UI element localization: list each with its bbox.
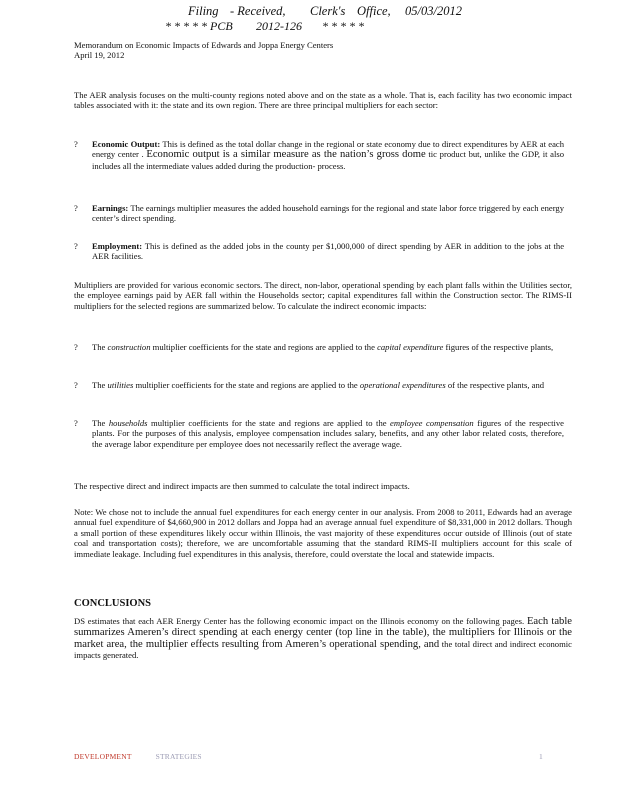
bullet-text: tic product but, unlike the GDP, it also includes all the intermediate values added during the production- process. [92,149,564,171]
bullet-term: Earnings: [92,203,129,213]
page-number: 1 [539,752,543,761]
step-text: The [92,380,106,390]
step-text: figures of the respective plants. For the purposes of this analysis, employee compensation includes salary, benefits, and any other labor related costs, therefore, the average labor expenditure per employee does not necessarily reflect the average wage. [92,418,564,449]
step-term: capital expenditure [377,342,444,352]
stamp-date: 05/03/2012 [405,4,462,18]
step-text: and [531,380,545,390]
conclusions-text: the total direct and indirect economic impacts generated. [74,638,572,661]
step-text: The [92,418,106,428]
footer-brand [74,752,202,761]
bullet-mark: ? [74,241,78,251]
step-text: The [92,342,106,352]
step-term: households [108,418,148,428]
conclusions-paragraph [74,616,572,662]
stamp-word: Office, [357,4,391,18]
conclusions-text: DS estimates that each AER Energy Center has the following economic impact on the Illinois economy on the following pages. [74,616,525,626]
footer-brand-word1: DEVELOPMENT [74,752,132,761]
bullet-mark: ? [74,380,78,390]
memo-date: April 19, 2012 [74,50,125,61]
conclusions-text-large: Each table summarizes Ameren’s direct spending at each energy center (top line in the table), the multipliers for Illinois or the market area, the multiplier effects resulting from Ameren’s operational spending, and [74,616,572,650]
bullet-mark: ? [74,203,78,213]
stamp-word: Filing [188,4,219,18]
summed-paragraph: The respective direct and indirect impacts are then summed to calculate the total indirect impacts. [74,481,410,491]
stamp-word: * * * * * [322,19,364,33]
bullet-text: This is defined as the added jobs in the county per $1,000,000 of direct spending by AER in addition to the jobs at the AER facilities. [92,241,565,262]
step-term: employee compensation [390,418,474,428]
bullet-term: Employment: [92,241,143,251]
stamp-case-number: 2012-126 [256,19,302,33]
stamp-word: Clerk's [310,4,346,18]
bullet-mark: ? [74,139,78,149]
memo-header [74,40,572,61]
step-text: of the respective plants, [447,380,530,390]
memo-title: Memorandum on Economic Impacts of Edwards and Joppa Energy Centers [74,40,334,50]
bullet-text: The earnings multiplier measures the added household earnings for the regional and state labor force triggered by each energy center’s direct spending. [92,203,565,224]
bullet-text: This is defined as the total dollar change in the regional or state economy due to direct expenditures by AER at each energy center . [92,139,565,160]
conclusions-heading: CONCLUSIONS [74,598,152,609]
step-term: operational expenditures [359,380,446,390]
step-text: multiplier coefficients for the state and regions are applied to the [135,380,358,390]
stamp-word: * * * * * PCB [165,19,233,33]
bullet-text-large: Economic output is a similar measure as the nation’s gross dome [146,149,426,161]
bullet-mark: ? [74,342,78,352]
step-text: multiplier coefficients for the state and regions are applied to the [152,342,375,352]
intro-paragraph: The AER analysis focuses on the multi-county regions noted above and on the state as a whole. That is, each facility has two economic impact tables associated with it: the state and its own region. There are three principal multipliers for each sector: [74,90,572,111]
note-paragraph: Note: We chose not to include the annual fuel expenditures for each energy center in our analysis. From 2008 to 2011, Edwards had an average annual fuel expenditure of $4,660,900 in 2012 dollars and Joppa had an average annual fuel expenditure of $8,331,000 in 2012 dollars. Though a small portion of these expenditures likely occur within Illinois, the vast majority of these expenditures occur outside of Illinois (out of state coal and transportation costs); therefore, we are uncomfortable assuming that the standard RIMS-II multipliers account for this scale of immediate leakage. Including fuel expenditures in this analysis, therefore, could overstate the local and statewide impacts. [74,507,572,559]
stamp-word: - Received, [230,4,286,18]
bullet-mark: ? [74,418,78,428]
step-text: multiplier coefficients for the state and regions are applied to the [151,418,387,428]
footer-brand-word2: STRATEGIES [155,752,202,761]
step-text: figures of the respective plants, [445,342,554,352]
multipliers-paragraph: Multipliers are provided for various economic sectors. The direct, non-labor, operational spending by each plant falls within the Utilities sector, the employee earnings paid by AER fall within the Households sector; capital expenditures fall within the Construction sector. The RIMS-II multipliers for the selected regions are summarized below. To calculate the indirect economic impacts: [74,280,572,311]
step-term: construction [107,342,151,352]
step-term: utilities [107,380,134,390]
bullet-term: Economic Output: [92,139,161,149]
